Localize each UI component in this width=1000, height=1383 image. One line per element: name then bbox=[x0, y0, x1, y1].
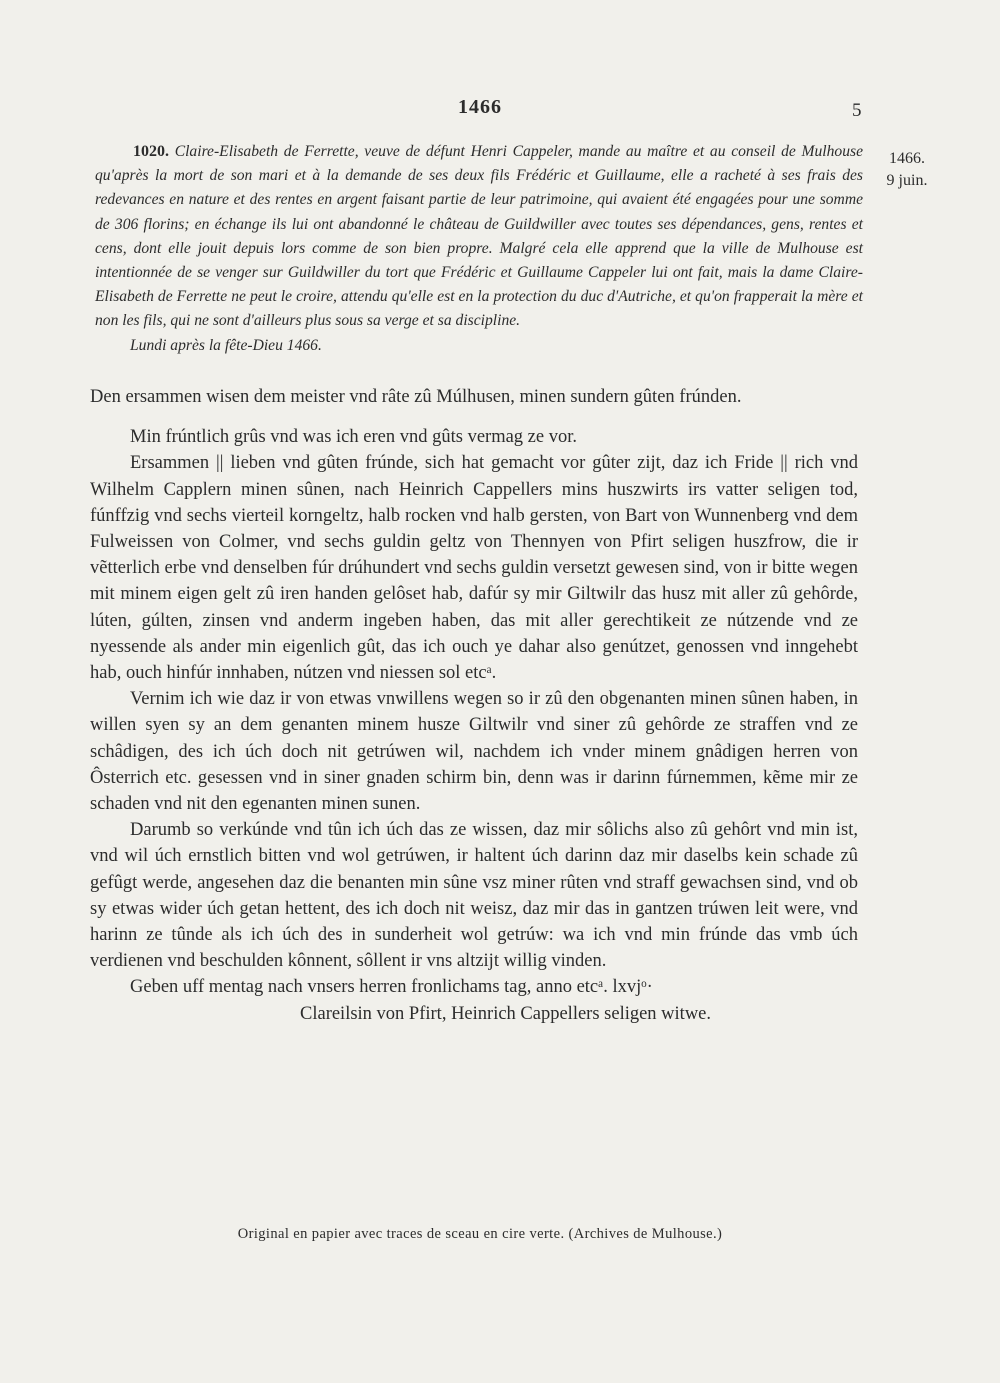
source-note: Original en papier avec traces de sceau en cire verte. (Archives de Mulhouse.) bbox=[237, 1226, 723, 1242]
page-number: 5 bbox=[852, 100, 862, 121]
margin-year: 1466. bbox=[889, 150, 925, 167]
letter-text bbox=[90, 384, 858, 1027]
document-abstract bbox=[95, 140, 863, 358]
abstract-text: Claire-Elisabeth de Ferrette, veuve de défunt Henri Cappeler, mande au maître et au conseil de Mulhouse qu'après la mort de son mari et à la demande de ses deux fils Frédéric et Guillaume, elle a racheté à ses frais des redevances en nature et des rentes en argent faisant partie de leur patrimoine, qui avaient été engagées pour une somme de 306 florins; en échange ils lui ont abandonné le château de Guildwiller avec toutes ses dépendances, gens, rentes et cens, dont elle jouit depuis lors comme de son bien propre. Malgré cela elle apprend que la ville de Mulhouse est intentionnée de se venger sur Guildwiller du tort que Frédéric et Guillaume Cappeler lui ont fait, mais la dame Claire-Elisabeth de Ferrette ne peut le croire, attendu qu'elle est en la protection du duc d'Autriche, et qu'on frapperait la mère et non les fils, qui ne sont d'ailleurs plus sous sa verge et sa discipline. bbox=[95, 143, 863, 330]
letter-signature: Clareilsin von Pfirt, Heinrich Cappellers seligen witwe. bbox=[300, 1003, 712, 1024]
letter-salutation: Den ersammen wisen dem meister vnd râte zû Múlhusen, minen sundern gûten frúnden. bbox=[90, 387, 742, 407]
letter-dating: Geben uff mentag nach vnsers herren fronlichams tag, anno etcᵃ. lxvjᵒ· bbox=[130, 977, 653, 998]
letter-paragraph: Ersammen || lieben vnd gûten frúnde, sich hat gemacht vor gûter zijt, daz ich Fride || rich vnd Wilhelm Capplern minen sûnen, nach Heinrich Cappellers mins huszwirts irs vatter seligen tod, fúnffzig vnd sechs vierteil korngeltz, halb rocken vnd halb gersten, von Bart von Wunnenberg vnd dem Fulweissen von Colmer, vnd sechs guldin geltz von Thennyen von Pfirt seligen huszfrow, die ir vẽtterlich erbe vnd denselben fúr drúhundert vnd sechs guldin versetzt gewesen sind, von ir bitte wegen mit minem eigen gelt zû iren handen gelôset hab, dafúr sy mir Giltwilr das husz mit aller zû gehôrde, lúten, gúlten, zinsen vnd anderm ingeben haben, das mit aller gerechtikeit ze nútzende vnd ze nyessende als ander min eigenlich gût, das ich ouch ye dahar also genútzet, genossen vnd inngehebt hab, ouch hinfúr innhaben, nútzen vnd niessen sol etcᵃ. bbox=[90, 453, 858, 684]
document-number: 1020. bbox=[133, 143, 169, 160]
letter-greeting: Min frúntlich grûs vnd was ich eren vnd gûts vermag ze vor. bbox=[130, 427, 577, 448]
abstract-date: Lundi après la fête-Dieu 1466. bbox=[130, 336, 322, 354]
page-header-year: 1466 bbox=[458, 96, 502, 118]
margin-day: 9 juin. bbox=[886, 172, 928, 189]
letter-paragraph: Vernim ich wie daz ir von etwas vnwillens wegen so ir zû den obgenanten minen sûnen haben, in willen syen sy an dem genanten minem husze Giltwilr vnd siner zû gehôrde ze straffen vnd ze schâdigen, des ich úch doch nit getrúwen wil, nachdem ich vnder minem gnâdigen herren von Ôsterrich etc. gesessen vnd in siner gnaden schirm bin, denn was ir darinn fúrnemmen, kẽme mir ze schaden vnd nit den egenanten minen sunen. bbox=[90, 689, 858, 815]
margin-date-note bbox=[872, 148, 942, 192]
letter-paragraph: Darumb so verkúnde vnd tûn ich úch das ze wissen, daz mir sôlichs also zû gehôrt vnd min ist, vnd wil úch ernstlich bitten vnd wol getrúwen, ir haltent úch darinn daz mir daselbs kein schade zû gefûgt werde, angesehen daz die benanten min sûne vsz miner rûten vnd straff gewachsen sind, vnd ob sy etwas wider úch getan hettent, des ich doch nit weisz, daz mir das in gantzen trúwen leit were, vnd harinn ze tûnde als ich úch des in sunderheit wol getrúw: wa ich vnd min frúnde das vmb úch verdienen vnd beschulden kônnent, sôllent ir vns altzijt willig vinden. bbox=[90, 820, 858, 972]
